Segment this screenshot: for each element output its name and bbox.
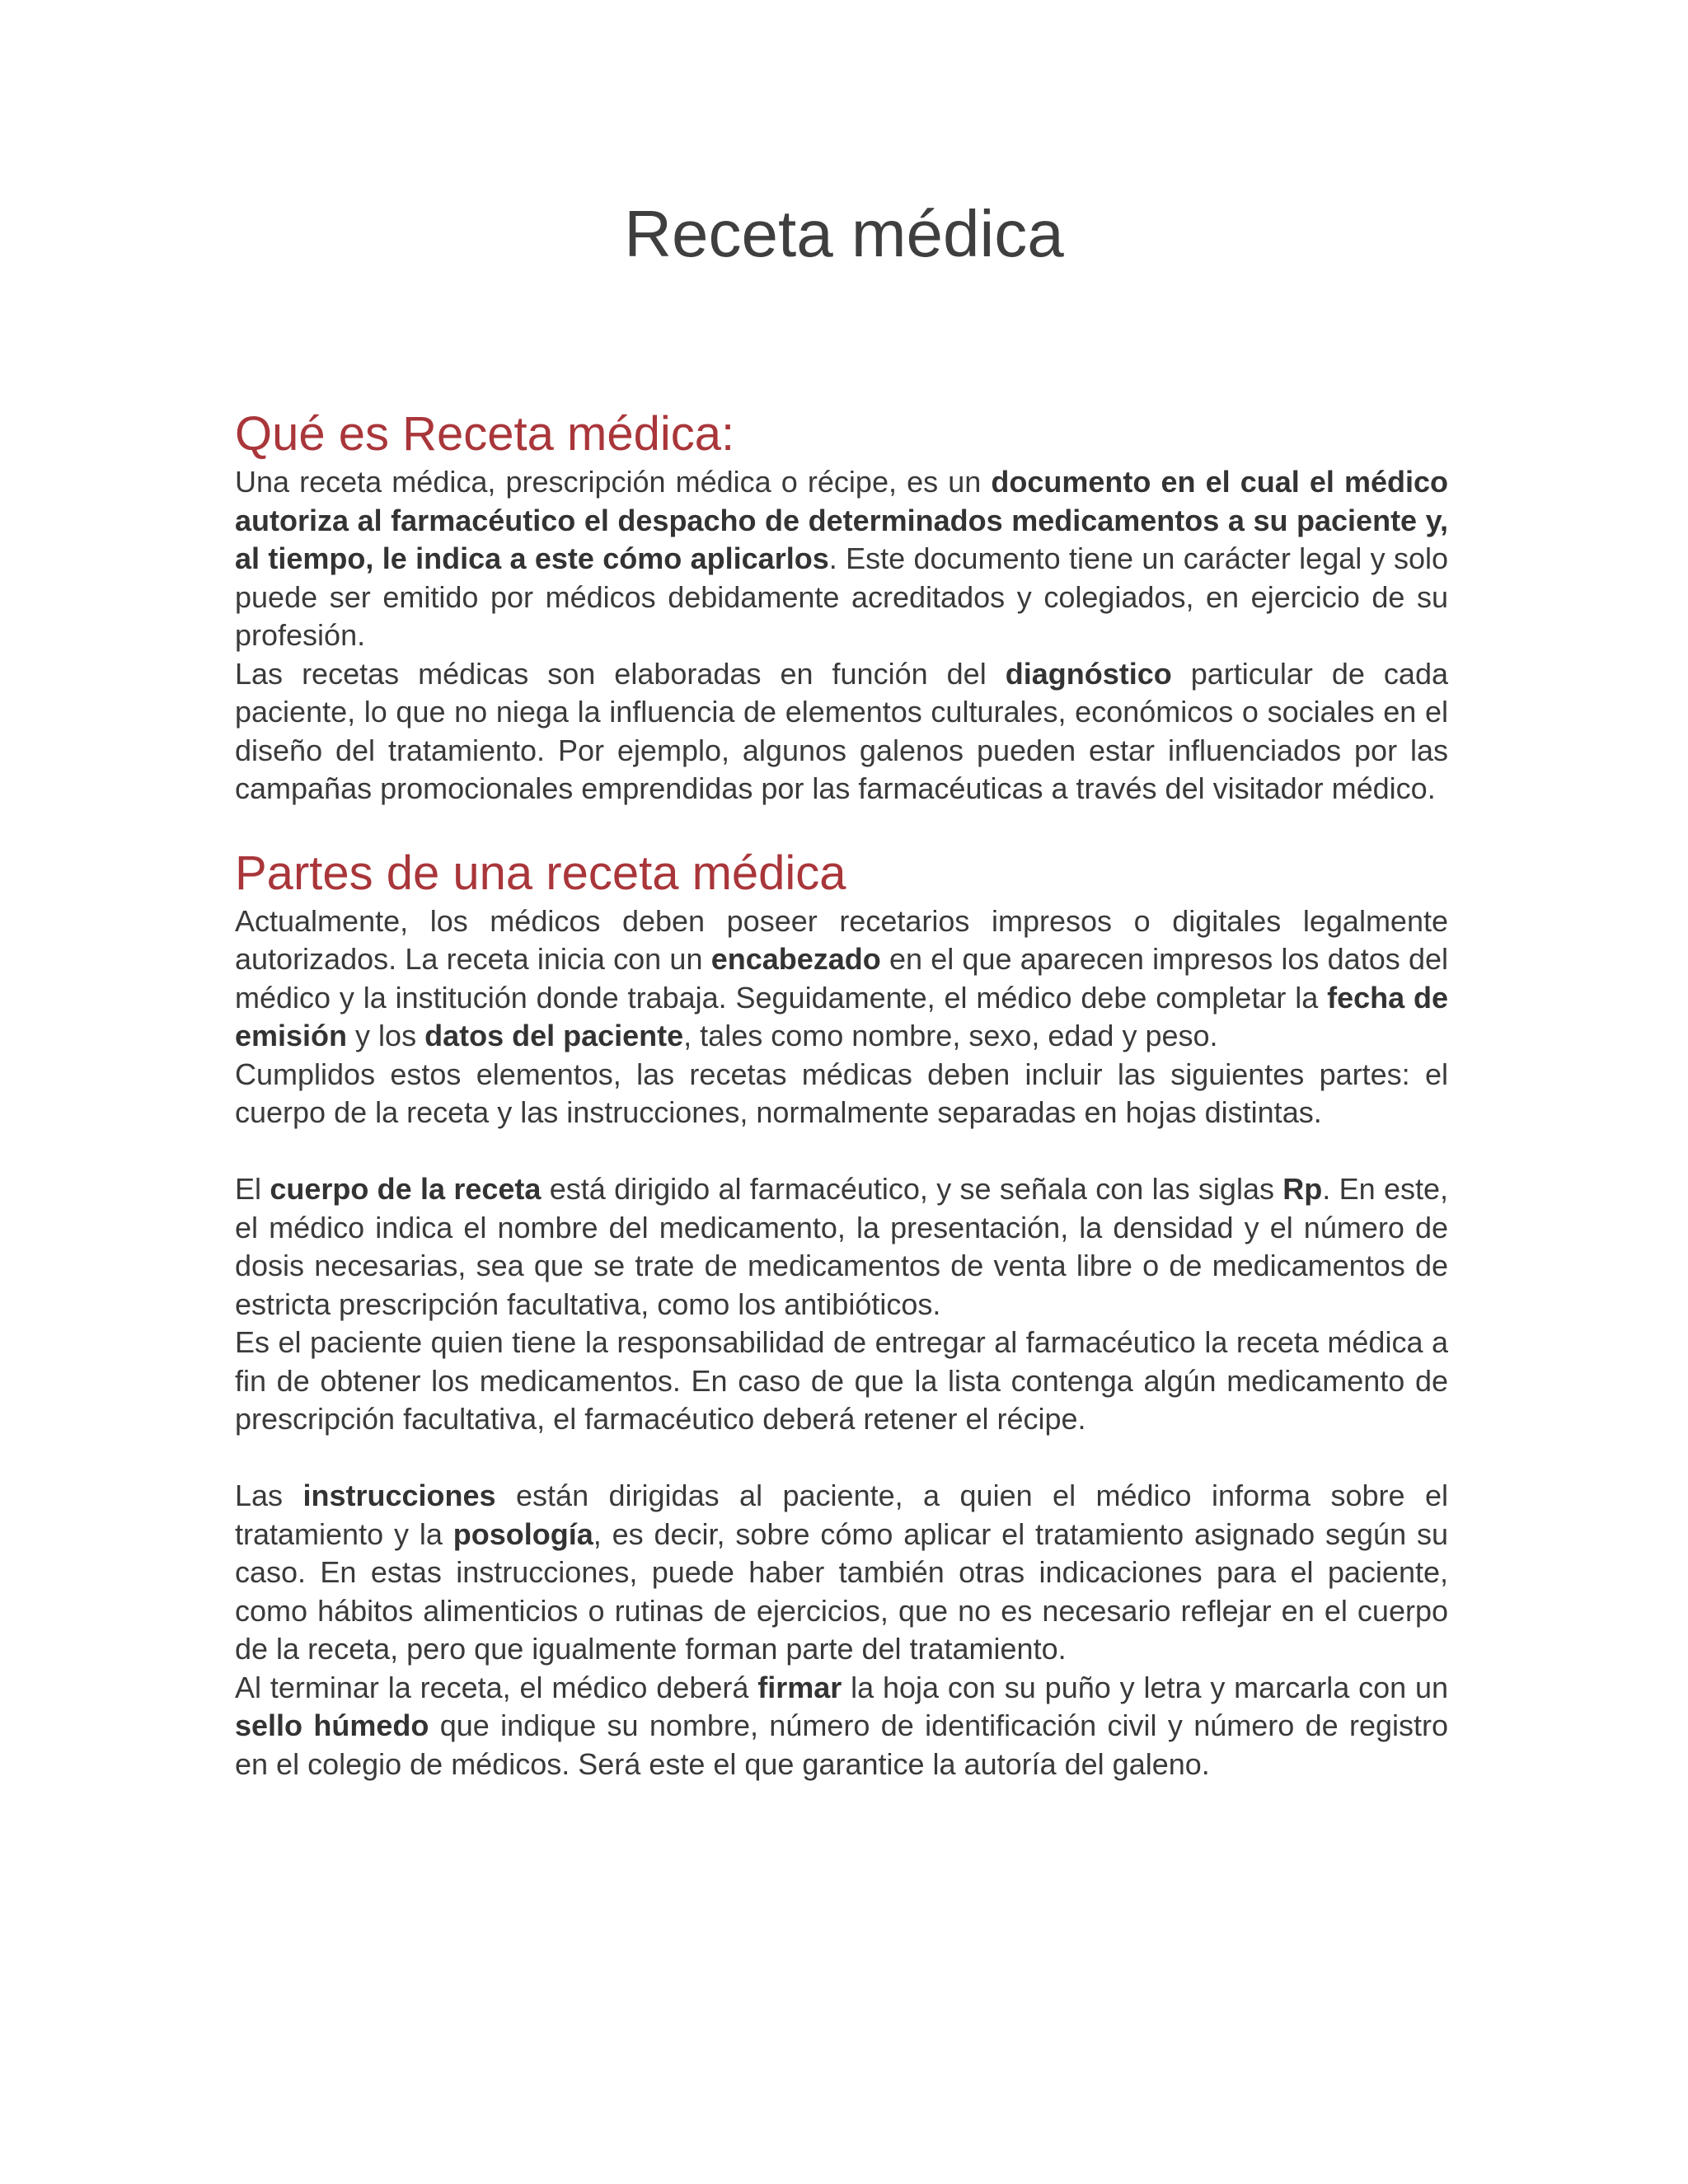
text-run: , es decir, sobre cómo aplicar el tratamiento asignado según su caso. En estas instrucciones, puede haber también otras indicaciones para el paciente, como hábitos alimenticios o rutinas de ejercicios, que no es necesario reflejar en el cuerpo de la receta, pero que igualmente forman parte del tratamiento. (235, 1516, 1448, 1666)
bold-text-run: diagnóstico (1005, 656, 1172, 691)
text-run: Es el paciente quien tiene la responsabilidad de entregar al farmacéutico la receta médica a fin de obtener los medicamentos. En caso de que la lista contenga algún medicamento de prescripción facultativa, el farmacéutico deberá retener el récipe. (235, 1325, 1448, 1436)
bold-text-run: encabezado (710, 942, 881, 976)
document-body (235, 405, 1448, 1783)
bold-text-run: sello húmedo (235, 1708, 429, 1742)
text-run: particular de cada paciente, lo que no niega la influencia de elementos culturales, económicos o sociales en el diseño del tratamiento. Por ejemplo, algunos galenos pueden estar influenciados por las campañas promocionales emprendidas por las farmacéuticas a través del visitador médico. (235, 656, 1448, 805)
text-run: la hoja con su puño y letra y marcarla con un (842, 1670, 1448, 1704)
text-run: que indique su nombre, número de identificación civil y número de registro en el colegio de médicos. Será este el que garantice la autoría del galeno. (235, 1708, 1449, 1781)
paragraph-definition (235, 463, 1448, 655)
text-run: . En este, el médico indica el nombre del medicamento, la presentación, la densidad y el número de dosis necesarias, sea que se trate de medicamentos de venta libre o de medicamentos de estricta prescripción facultativa, como los antibióticos. (235, 1172, 1449, 1321)
text-run: Las recetas médicas son elaboradas en función del (235, 656, 1006, 691)
bold-text-run: posología (452, 1516, 593, 1551)
bold-text-run: datos del paciente (424, 1019, 684, 1052)
bold-text-run: fecha de emisión (235, 980, 1448, 1052)
paragraph-responsabilidad (235, 1324, 1448, 1439)
bold-text-run: firmar (757, 1670, 842, 1704)
text-run: . Este documento tiene un carácter legal y solo puede ser emitido por médicos debidamente acreditados y colegiados, en ejercicio de su profesión. (235, 541, 1448, 652)
section-heading-que-es: Qué es Receta médica: (235, 407, 735, 461)
paragraph-diagnostico (235, 655, 1448, 808)
section-heading-partes: Partes de una receta médica (235, 846, 846, 900)
paragraph-firma (235, 1669, 1448, 1784)
text-run: Al terminar la receta, el médico deberá (235, 1670, 758, 1704)
paragraph-cuerpo-receta (235, 1170, 1448, 1324)
document-title: Receta médica (624, 197, 1064, 270)
paragraph-instrucciones (235, 1477, 1448, 1669)
text-run: Una receta médica, prescripción médica o récipe, es un (235, 465, 992, 499)
text-run: en el que aparecen impresos los datos del médico y la institución donde trabaja. Seguidamente, el médico debe completar la (235, 942, 1448, 1015)
text-run: , tales como nombre, sexo, edad y peso. (683, 1019, 1218, 1052)
bold-text-run: Rp (1282, 1172, 1323, 1206)
paragraph-encabezado (235, 902, 1448, 1056)
text-run: Las (235, 1479, 303, 1512)
bold-text-run: cuerpo de la receta (270, 1172, 542, 1206)
bold-text-run: instrucciones (302, 1479, 496, 1512)
text-run: Cumplidos estos elementos, las recetas médicas deben incluir las siguientes partes: el cuerpo de la receta y las instrucciones, normalmente separadas en hojas distintas. (235, 1057, 1448, 1129)
bold-text-run: documento en el cual el médico autoriza al farmacéutico el despacho de determinados medicamentos a su paciente y, al tiempo, le indica a este cómo aplicarlos (235, 465, 1448, 575)
text-run: y los (347, 1019, 425, 1052)
text-run: El (235, 1172, 270, 1206)
text-run: está dirigido al farmacéutico, y se señala con las siglas (541, 1172, 1283, 1206)
text-run: están dirigidas al paciente, a quien el médico informa sobre el tratamiento y la (235, 1479, 1449, 1551)
paragraph-partes (235, 1056, 1448, 1132)
text-run: Actualmente, los médicos deben poseer recetarios impresos o digitales legalmente autorizados. La receta inicia con un (235, 903, 1448, 976)
